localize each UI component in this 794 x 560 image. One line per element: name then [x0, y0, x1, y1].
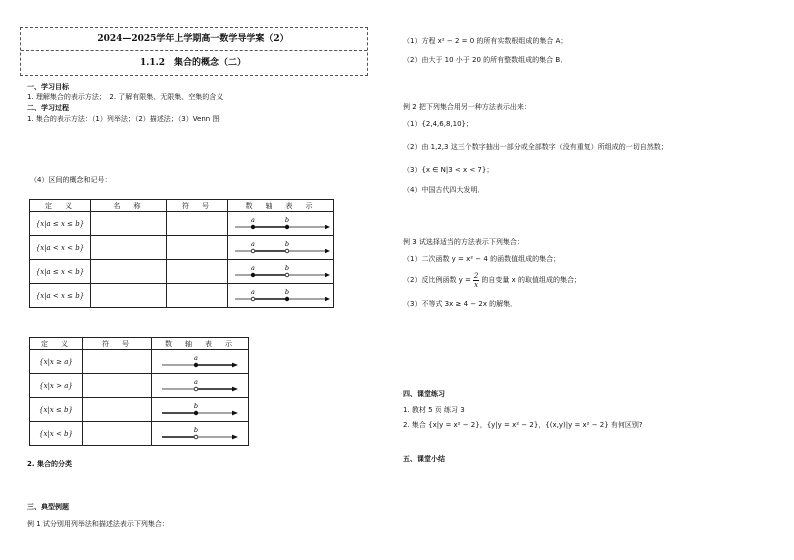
label-a: a: [250, 287, 255, 296]
endpoint-b: [285, 225, 289, 229]
ray-endpoint: [194, 387, 198, 391]
symbol-cell: [83, 398, 152, 422]
col-header: 符 号: [83, 338, 152, 350]
number-line: [231, 215, 331, 233]
example-2-item-4: （4）中国古代四大发明．: [403, 186, 485, 194]
axis-cell: [228, 260, 334, 284]
table-row: [30, 350, 249, 374]
number-line: [231, 239, 331, 257]
number-line: [160, 401, 240, 419]
page-subtitle: 1.1.2 集合的概念（二）: [139, 58, 247, 68]
number-line: [160, 353, 240, 371]
axis-arrow: [325, 296, 330, 300]
name-cell: [91, 212, 167, 236]
example-3-item-2-prefix: （2）反比例函数 y =: [403, 276, 471, 284]
col-header: 定 义: [30, 200, 91, 212]
axis-cell: [152, 350, 249, 374]
ray-endpoint: [194, 411, 198, 415]
table-row: [30, 422, 249, 446]
section-practice-heading: 四、课堂练习: [403, 390, 445, 398]
ray-endpoint: [194, 435, 198, 439]
axis-cell: [228, 212, 334, 236]
ray-endpoint: [194, 363, 198, 367]
example-2-item-2: （2）由 1,2,3 这三个数字抽出一部分或全部数字（没有重复）所组成的一切自然数；: [403, 143, 668, 151]
example-1-item-1: （1）方程 x² − 2 = 0 的所有实数根组成的集合 A；: [403, 37, 568, 45]
interval-intro: （4）区间的概念和记号：: [30, 176, 112, 184]
symbol-cell: [83, 422, 152, 446]
definition-cell: {x|x ≤ b}: [30, 398, 83, 422]
goals-text: 1. 理解集合的表示方法； 2. 了解有限集、无限集、空集的含义: [27, 93, 224, 101]
definition-cell: {x|a ≤ x ≤ b}: [30, 212, 91, 236]
symbol-cell: [167, 212, 228, 236]
example-1: 例 1 试分别用列举法和描述法表示下列集合：: [27, 520, 169, 528]
axis-arrow: [325, 272, 330, 276]
name-cell: [91, 260, 167, 284]
example-2-item-3: （3）{x ∈ N|3 < x < 7}；: [403, 166, 494, 174]
name-cell: [91, 236, 167, 260]
endpoint-b: [285, 249, 289, 253]
definition-cell: {x|x ≥ a}: [30, 350, 83, 374]
symbol-cell: [167, 236, 228, 260]
number-line: [231, 263, 331, 281]
symbol-cell: [167, 260, 228, 284]
fraction-numerator: 2: [473, 272, 479, 280]
endpoint-label: b: [193, 425, 199, 434]
table-row: [30, 284, 334, 308]
axis-arrow: [232, 386, 238, 391]
label-b: b: [284, 287, 289, 296]
example-3-item-1: （1）二次函数 y = x² − 4 的函数值组成的集合；: [403, 255, 561, 263]
example-2-item-1: （1）{2,4,6,8,10}；: [403, 120, 473, 128]
endpoint-a: [251, 225, 255, 229]
table-row: [30, 212, 334, 236]
section-examples-heading: 三、典型例题: [27, 503, 69, 511]
page-title: 2024—2025学年上学期高一数学导学案（2）: [97, 34, 289, 44]
definition-cell: {x|a < x ≤ b}: [30, 284, 91, 308]
number-line: [160, 425, 240, 443]
number-line: [160, 377, 240, 395]
definition-cell: {x|a < x < b}: [30, 236, 91, 260]
interval-table: [29, 199, 334, 308]
endpoint-b: [285, 297, 289, 301]
axis-arrow: [325, 248, 330, 252]
label-a: a: [250, 239, 255, 248]
symbol-cell: [83, 374, 152, 398]
label-b: b: [284, 263, 289, 272]
section-goals-heading: 一、学习目标: [27, 83, 69, 91]
definition-cell: {x|x > a}: [30, 374, 83, 398]
label-a: a: [250, 263, 255, 272]
table-row: [30, 374, 249, 398]
endpoint-b: [285, 273, 289, 277]
col-header: 数 轴 表 示: [228, 200, 334, 212]
definition-cell: {x|x < b}: [30, 422, 83, 446]
label-a: a: [250, 215, 255, 224]
symbol-cell: [83, 350, 152, 374]
table-row: [30, 236, 334, 260]
endpoint-a: [251, 297, 255, 301]
col-header: 数 轴 表 示: [152, 338, 249, 350]
name-cell: [91, 284, 167, 308]
axis-arrow: [232, 362, 238, 367]
axis-arrow: [325, 224, 330, 228]
axis-cell: [152, 422, 249, 446]
example-1-item-2: （2）由大于 10 小于 20 的所有整数组成的集合 B．: [403, 56, 568, 64]
header-divider: [21, 50, 367, 51]
example-2: 例 2 把下列集合用另一种方法表示出来：: [403, 103, 531, 111]
number-line: [231, 287, 331, 305]
practice-2: 2. 集合 {x|y = x² − 2}，{y|y = x² − 2}，{(x,y)|y = x² − 2} 有何区别?: [403, 421, 643, 429]
label-b: b: [284, 215, 289, 224]
axis-cell: [228, 284, 334, 308]
table-row: [30, 260, 334, 284]
col-header: 定 义: [30, 338, 83, 350]
axis-cell: [152, 374, 249, 398]
symbol-cell: [167, 284, 228, 308]
section-process-heading: 二、学习过程: [27, 104, 69, 112]
section-summary-heading: 五、课堂小结: [403, 455, 445, 463]
fraction: [473, 272, 479, 289]
practice-1: 1. 教材 5 页 练习 3: [403, 406, 465, 414]
definition-cell: {x|a ≤ x < b}: [30, 260, 91, 284]
fraction-denominator: x: [474, 281, 479, 289]
classification-heading: 2. 集合的分类: [27, 460, 72, 468]
example-3-item-2-suffix: 的自变量 x 的取值组成的集合；: [481, 276, 581, 284]
axis-arrow: [232, 434, 238, 439]
representation-methods: 1. 集合的表示方法：（1）列举法；（2）描述法；（3）Venn 图: [27, 115, 220, 123]
infinite-interval-table: [29, 337, 249, 446]
example-3-item-3: （3）不等式 3x ≥ 4 − 2x 的解集．: [403, 300, 518, 308]
axis-arrow: [232, 410, 238, 415]
table-row: [30, 398, 249, 422]
endpoint-label: b: [193, 401, 199, 410]
example-3-item-2: [403, 272, 581, 289]
endpoint-a: [251, 249, 255, 253]
axis-cell: [152, 398, 249, 422]
col-header: 名 称: [91, 200, 167, 212]
endpoint-label: a: [194, 353, 198, 362]
example-3: 例 3 试选择适当的方法表示下列集合：: [403, 238, 524, 246]
endpoint-label: a: [194, 377, 198, 386]
endpoint-a: [251, 273, 255, 277]
label-b: b: [284, 239, 289, 248]
col-header: 符 号: [167, 200, 228, 212]
axis-cell: [228, 236, 334, 260]
